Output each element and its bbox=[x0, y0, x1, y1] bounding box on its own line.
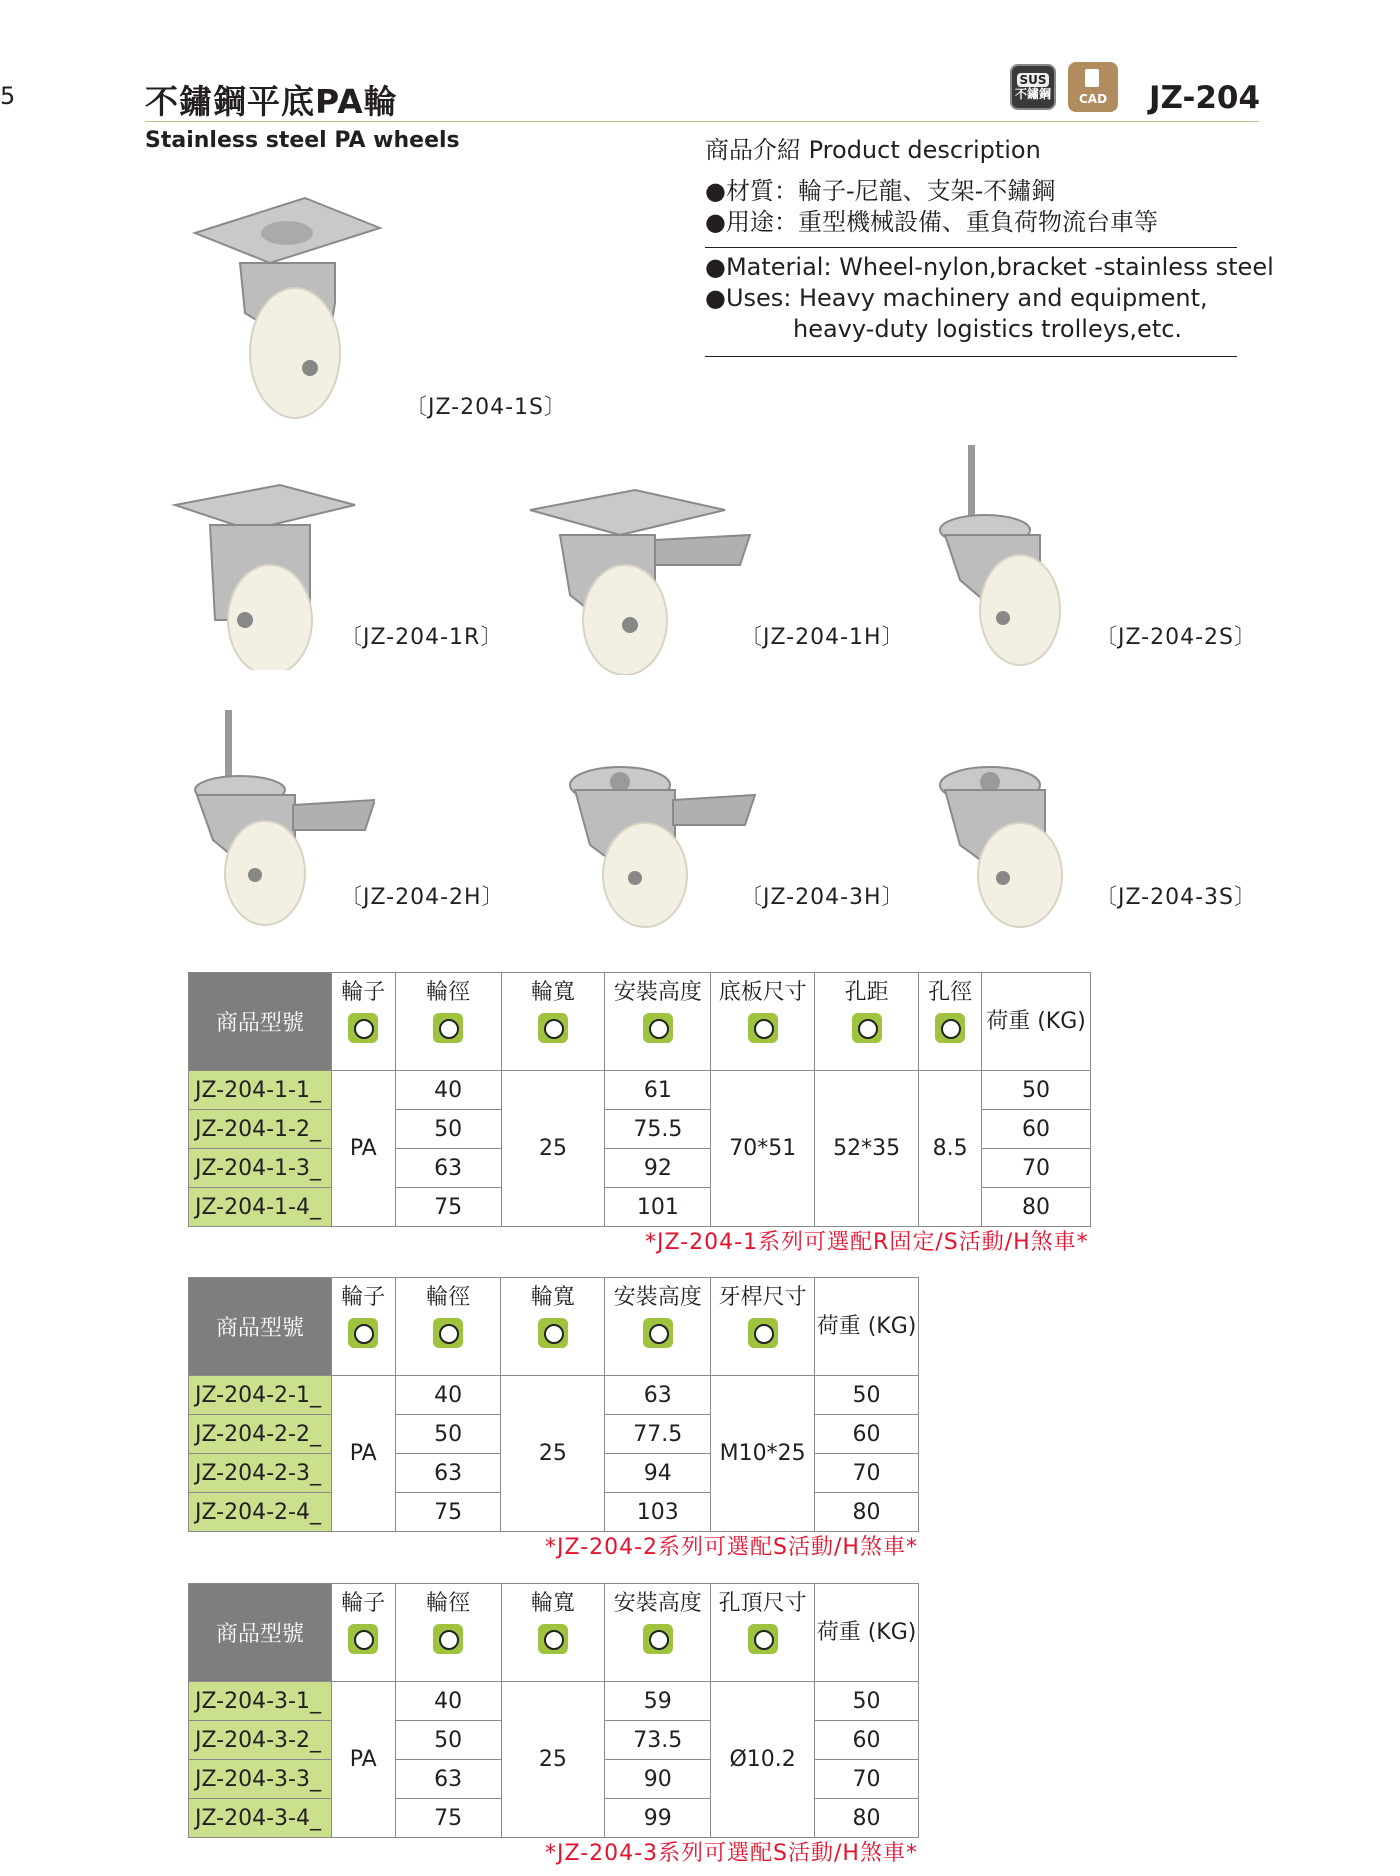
height-cell: 99 bbox=[605, 1799, 711, 1838]
header-height bbox=[605, 973, 711, 1071]
top-hole-cell: Ø10.2 bbox=[711, 1682, 815, 1838]
hole-distance-cell: 52*35 bbox=[815, 1071, 919, 1227]
plate-size-icon bbox=[748, 1013, 778, 1043]
height-cell: 101 bbox=[605, 1188, 711, 1227]
width-cell: 25 bbox=[501, 1682, 605, 1838]
caster-image-2s bbox=[935, 440, 1075, 670]
header-wheel bbox=[331, 1584, 395, 1682]
diameter-cell: 63 bbox=[395, 1760, 501, 1799]
header-load: 荷重 (KG) bbox=[982, 973, 1091, 1071]
model-cell: JZ-204-3-4_ bbox=[189, 1799, 332, 1838]
top-hole-icon bbox=[748, 1624, 778, 1654]
cad-badge-icon[interactable] bbox=[1068, 62, 1118, 112]
spec-table-series-1 bbox=[188, 972, 1091, 1227]
header-hole-distance bbox=[815, 973, 919, 1071]
spec-table-series-2 bbox=[188, 1277, 919, 1532]
wheel-width-icon bbox=[538, 1013, 568, 1043]
wheel-type-icon bbox=[348, 1624, 378, 1654]
caster-image-1h bbox=[525, 485, 755, 675]
caption-jz-204-1r: 〔JZ-204-1R〕 bbox=[340, 625, 504, 650]
header-width-label: 輪寬 bbox=[530, 980, 575, 1005]
header-hole-distance-label: 孔距 bbox=[844, 980, 889, 1005]
caption-jz-204-3s: 〔JZ-204-3S〕 bbox=[1095, 885, 1258, 910]
description-zh-line: ●用途：重型機械設備、重負荷物流台車等 bbox=[705, 208, 1158, 236]
header-width bbox=[501, 1278, 605, 1376]
wheel-diameter-icon bbox=[433, 1624, 463, 1654]
height-cell: 59 bbox=[605, 1682, 711, 1721]
header-load: 荷重 (KG) bbox=[815, 1278, 919, 1376]
hole-distance-icon bbox=[852, 1013, 882, 1043]
load-cell: 80 bbox=[982, 1188, 1091, 1227]
diameter-cell: 63 bbox=[395, 1149, 501, 1188]
threaded-stem-icon bbox=[748, 1318, 778, 1348]
series-2-note: *JZ-204-2系列可選配S活動/H煞車* bbox=[545, 1535, 918, 1560]
header-height bbox=[605, 1278, 711, 1376]
sus-stainless-badge-icon bbox=[1010, 64, 1056, 110]
wheel-cell: PA bbox=[331, 1376, 395, 1532]
diameter-cell: 75 bbox=[395, 1188, 501, 1227]
model-cell: JZ-204-1-4_ bbox=[189, 1188, 332, 1227]
header-wheel-label: 輪子 bbox=[341, 1285, 386, 1310]
height-cell: 61 bbox=[605, 1071, 711, 1110]
load-cell: 60 bbox=[815, 1415, 919, 1454]
model-cell: JZ-204-1-3_ bbox=[189, 1149, 332, 1188]
mounting-height-icon bbox=[643, 1318, 673, 1348]
model-cell: JZ-204-3-2_ bbox=[189, 1721, 332, 1760]
height-cell: 77.5 bbox=[605, 1415, 711, 1454]
height-cell: 63 bbox=[605, 1376, 711, 1415]
load-cell: 60 bbox=[815, 1721, 919, 1760]
header-height-label: 安裝高度 bbox=[613, 980, 702, 1005]
header-stem-label: 牙桿尺寸 bbox=[718, 1285, 807, 1310]
header-diameter-label: 輪徑 bbox=[426, 980, 471, 1005]
header-diameter bbox=[395, 1584, 501, 1682]
description-zh-line: ●材質：輪子-尼龍、支架-不鏽鋼 bbox=[705, 177, 1056, 205]
description-divider bbox=[705, 356, 1237, 357]
load-cell: 80 bbox=[815, 1493, 919, 1532]
sus-badge-sublabel: 不鏽鋼 bbox=[1014, 87, 1051, 101]
load-cell: 70 bbox=[815, 1454, 919, 1493]
wheel-diameter-icon bbox=[433, 1013, 463, 1043]
model-cell: JZ-204-1-2_ bbox=[189, 1110, 332, 1149]
series-1-note: *JZ-204-1系列可選配R固定/S活動/H煞車* bbox=[645, 1230, 1089, 1255]
header-height bbox=[605, 1584, 711, 1682]
header-width bbox=[501, 973, 605, 1071]
caption-jz-204-1s: 〔JZ-204-1S〕 bbox=[405, 395, 568, 420]
header-wheel-label: 輪子 bbox=[341, 980, 386, 1005]
diameter-cell: 50 bbox=[395, 1415, 501, 1454]
load-cell: 50 bbox=[815, 1682, 919, 1721]
wheel-cell: PA bbox=[331, 1682, 395, 1838]
diameter-cell: 40 bbox=[395, 1682, 501, 1721]
height-cell: 73.5 bbox=[605, 1721, 711, 1760]
load-cell: 70 bbox=[982, 1149, 1091, 1188]
header-wheel bbox=[331, 973, 395, 1071]
model-cell: JZ-204-1-1_ bbox=[189, 1071, 332, 1110]
diameter-cell: 40 bbox=[395, 1071, 501, 1110]
header-top-hole bbox=[711, 1584, 815, 1682]
diameter-cell: 63 bbox=[395, 1454, 501, 1493]
wheel-width-icon bbox=[538, 1624, 568, 1654]
height-cell: 75.5 bbox=[605, 1110, 711, 1149]
caption-jz-204-2h: 〔JZ-204-2H〕 bbox=[340, 885, 505, 910]
sus-badge-label: SUS bbox=[1017, 73, 1049, 87]
wheel-width-icon bbox=[538, 1318, 568, 1348]
header-height-label: 安裝高度 bbox=[613, 1591, 702, 1616]
load-cell: 50 bbox=[982, 1071, 1091, 1110]
header-diameter-label: 輪徑 bbox=[426, 1591, 471, 1616]
width-cell: 25 bbox=[501, 1071, 605, 1227]
hole-diameter-icon bbox=[935, 1013, 965, 1043]
description-en-line: ●Uses: Heavy machinery and equipment, bbox=[705, 284, 1208, 312]
document-icon bbox=[1085, 69, 1099, 87]
header-plate bbox=[711, 973, 815, 1071]
plate-cell: 70*51 bbox=[711, 1071, 815, 1227]
series-3-note: *JZ-204-3系列可選配S活動/H煞車* bbox=[545, 1841, 918, 1866]
height-cell: 94 bbox=[605, 1454, 711, 1493]
header-model: 商品型號 bbox=[189, 1584, 332, 1682]
header-wheel bbox=[331, 1278, 395, 1376]
diameter-cell: 75 bbox=[395, 1493, 501, 1532]
header-stem bbox=[711, 1278, 815, 1376]
model-cell: JZ-204-2-3_ bbox=[189, 1454, 332, 1493]
header-hole-diameter bbox=[919, 973, 982, 1071]
header-model: 商品型號 bbox=[189, 973, 332, 1071]
header-width-label: 輪寬 bbox=[530, 1285, 575, 1310]
diameter-cell: 50 bbox=[395, 1721, 501, 1760]
stem-cell: M10*25 bbox=[711, 1376, 815, 1532]
header-model: 商品型號 bbox=[189, 1278, 332, 1376]
mounting-height-icon bbox=[643, 1624, 673, 1654]
caster-image-3h bbox=[560, 760, 760, 930]
header-height-label: 安裝高度 bbox=[613, 1285, 702, 1310]
description-en-line: ●Material: Wheel-nylon,bracket -stainless steel bbox=[705, 253, 1274, 281]
header-width-label: 輪寬 bbox=[530, 1591, 575, 1616]
page-title-en: Stainless steel PA wheels bbox=[145, 128, 460, 153]
page-title-zh: 不鏽鋼平底PA輪 bbox=[145, 82, 398, 121]
hole-diameter-cell: 8.5 bbox=[919, 1071, 982, 1227]
mounting-height-icon bbox=[643, 1013, 673, 1043]
description-heading: 商品介紹 Product description bbox=[705, 136, 1041, 164]
header-hole-diameter-label: 孔徑 bbox=[928, 980, 973, 1005]
header-load: 荷重 (KG) bbox=[815, 1584, 919, 1682]
model-cell: JZ-204-3-1_ bbox=[189, 1682, 332, 1721]
width-cell: 25 bbox=[501, 1376, 605, 1532]
caption-jz-204-1h: 〔JZ-204-1H〕 bbox=[740, 625, 905, 650]
model-cell: JZ-204-2-1_ bbox=[189, 1376, 332, 1415]
wheel-type-icon bbox=[348, 1013, 378, 1043]
caster-image-3s bbox=[935, 760, 1075, 930]
spec-table-series-3 bbox=[188, 1583, 919, 1838]
diameter-cell: 40 bbox=[395, 1376, 501, 1415]
load-cell: 50 bbox=[815, 1376, 919, 1415]
header-width bbox=[501, 1584, 605, 1682]
height-cell: 90 bbox=[605, 1760, 711, 1799]
header-diameter-label: 輪徑 bbox=[426, 1285, 471, 1310]
header-diameter bbox=[395, 973, 501, 1071]
header-top-hole-label: 孔頂尺寸 bbox=[718, 1591, 807, 1616]
header-diameter bbox=[395, 1278, 501, 1376]
wheel-cell: PA bbox=[331, 1071, 395, 1227]
height-cell: 92 bbox=[605, 1149, 711, 1188]
caption-jz-204-3h: 〔JZ-204-3H〕 bbox=[740, 885, 905, 910]
load-cell: 70 bbox=[815, 1760, 919, 1799]
page-number: 5 bbox=[0, 82, 16, 110]
caster-image-1r bbox=[170, 480, 360, 670]
model-cell: JZ-204-3-3_ bbox=[189, 1760, 332, 1799]
caster-image-1s bbox=[185, 193, 400, 423]
wheel-diameter-icon bbox=[433, 1318, 463, 1348]
model-number: JZ-204 bbox=[1149, 80, 1261, 116]
diameter-cell: 75 bbox=[395, 1799, 501, 1838]
title-divider bbox=[145, 121, 1259, 122]
load-cell: 60 bbox=[982, 1110, 1091, 1149]
diameter-cell: 50 bbox=[395, 1110, 501, 1149]
model-cell: JZ-204-2-4_ bbox=[189, 1493, 332, 1532]
height-cell: 103 bbox=[605, 1493, 711, 1532]
header-wheel-label: 輪子 bbox=[341, 1591, 386, 1616]
cad-badge-label: CAD bbox=[1078, 92, 1108, 106]
caption-jz-204-2s: 〔JZ-204-2S〕 bbox=[1095, 625, 1258, 650]
wheel-type-icon bbox=[348, 1318, 378, 1348]
model-cell: JZ-204-2-2_ bbox=[189, 1415, 332, 1454]
description-en-line: heavy-duty logistics trolleys,etc. bbox=[793, 315, 1183, 343]
load-cell: 80 bbox=[815, 1799, 919, 1838]
description-divider bbox=[705, 247, 1237, 248]
header-plate-label: 底板尺寸 bbox=[718, 980, 807, 1005]
